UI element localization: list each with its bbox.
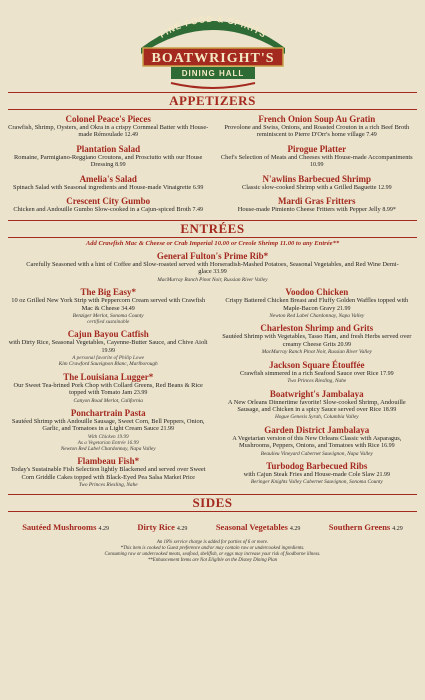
enhancement-note: **Enhancement Items are Not Eligible on the Disney Dining Plan (147, 558, 278, 564)
item-name: Mardi Gras Fritters (278, 196, 356, 207)
item-name: General Fulton's Prime Rib* (156, 251, 269, 262)
boatwrights-logo (113, 4, 313, 92)
wine-pairing: Benziger Merlot, Sonoma County (72, 313, 144, 320)
entrees-columns (8, 287, 417, 492)
side-price: 4.29 (176, 526, 188, 533)
menu-item (217, 389, 417, 421)
entrees-left-column (8, 287, 208, 492)
wine-pairing: MacMurray Ranch Pinot Noir, Russian River Valley (261, 349, 372, 356)
item-note: certified sustainable (87, 319, 130, 326)
side-name: Southern Greens (328, 522, 391, 533)
menu-item (217, 114, 417, 140)
wine-pairing: Canyon Road Merlot, California (73, 397, 143, 404)
menu-item (8, 287, 208, 325)
menu-item (217, 323, 417, 355)
menu-item (8, 174, 208, 192)
item-name: Colonel Peace's Pieces (65, 114, 151, 124)
side-item (216, 517, 301, 535)
side-name: Sautéed Mushrooms (22, 522, 97, 533)
item-name: Cajun Bayou Catfish (67, 329, 149, 340)
wine-pairing: Beaulieu Vineyard Cabernet Sauvignon, Napa Valley (260, 450, 373, 457)
side-price: 4.29 (98, 526, 109, 533)
service-charge-note: An 18% service charge is added for parties of 6 or more. (156, 540, 269, 546)
wine-pairing: Hogue Genesis Syrah, Columbia Valley (274, 414, 359, 421)
svg-text:FINE FOOD & SPIRITS: FINE FOOD & SPIRITS (156, 13, 269, 40)
menu-item (8, 372, 208, 404)
svg-text:BOATWRIGHT'S: BOATWRIGHT'S (151, 51, 274, 66)
side-price: 4.29 (392, 526, 403, 533)
menu-item (217, 360, 417, 385)
item-desc: Chicken and Andouille Gumbo Slow-cooked in a Cajun-spiced Broth 7.49 (13, 206, 203, 214)
item-desc: Provolone and Swiss, Onions, and Roasted Crouton in a rich Beef Broth reminiscent to Pierre D'Orr's home village 7.49 (224, 124, 410, 139)
featured-item (20, 251, 405, 283)
item-name: N'awlins Barbecued Shrimp (262, 173, 372, 184)
item-name: Turbodog Barbecued Ribs (266, 460, 368, 471)
wine-pairing: Newton Red Label Chardonnay, Napa Valley (60, 445, 156, 452)
menu-item (217, 174, 417, 192)
appetizers-left-column (8, 114, 208, 218)
item-name: Amelia's Salad (79, 173, 137, 184)
foodborne-illness-note: Consuming raw or undercooked meats, seafood, shellfish, or eggs may increase your risk of foodborne illness. (104, 552, 321, 558)
wine-pairing: Two Princes Riesling, Nahe (287, 378, 347, 385)
wine-pairing: Newton Red Label Chardonnay, Napa Valley (269, 313, 365, 320)
divider (8, 237, 417, 238)
entrees-title: ENTRÉES (180, 221, 245, 237)
menu-item (217, 461, 417, 486)
item-name: Jackson Square Étouffée (269, 359, 365, 370)
item-desc: with Dirty Rice, Seasonal Vegetables, Cayenne-Butter Sauce, and Chive Aioli 19.99 (8, 339, 208, 354)
menu-footer (8, 540, 417, 564)
menu-item (8, 456, 208, 488)
item-name: French Onion Soup Au Gratin (258, 114, 376, 124)
menu-item (8, 408, 208, 452)
item-desc: 10 oz Grilled New York Strip with Peppercorn Cream served with Crawfish Mac & Cheese 34.49 (11, 297, 206, 312)
svg-text:DINING HALL: DINING HALL (181, 69, 244, 78)
item-name: Garden District Jambalaya (264, 424, 370, 435)
item-desc: Crawfish simmered in a rich Seafood Sauce over Rice 17.99 (240, 369, 394, 377)
item-desc: Today's Sustainable Fish Selection lightly Blackened and served over Sweet Corn Griddle Cakes topped with Black-Eyed Pea Salsa Market Price (10, 466, 206, 481)
item-name: Crescent City Gumbo (66, 196, 151, 207)
side-name: Seasonal Vegetables (215, 522, 288, 533)
item-desc: Crawfish, Shrimp, Oysters, and Okra in a crispy Cornmeal Batter with House-made Rémoulade 12.49 (8, 124, 209, 139)
item-desc: Our Sweet Tea-brined Pork Chop with Collard Greens, Red Beans & Rice topped with Tomato Jam 23.99 (13, 381, 203, 397)
item-desc: Classic slow-cooked Shrimp with a Grilled Baguette 12.99 (241, 183, 392, 191)
item-desc: Romaine, Parmigiano-Reggiano Croutons, and Prosciutto with our House Dressing 8.99 (14, 153, 203, 169)
item-name: The Big Easy* (80, 287, 136, 298)
entree-addon-note: Add Crawfish Mac & Cheese or Crab Imperial 10.00 or Creole Shrimp 11.00 to any Entrée** (85, 240, 340, 248)
logo-graphic (113, 4, 313, 92)
entrees-right-column (217, 287, 417, 492)
side-price: 4.29 (289, 526, 301, 533)
menu-item (8, 114, 208, 140)
sides-title: SIDES (192, 495, 233, 511)
item-desc: with Cajun Steak Fries and House-made Cole Slaw 21.99 (243, 470, 390, 478)
item-desc: A New Orleans Dinnertime favorite! Slow-cooked Shrimp, Andouille Sausage, and Chicken in a spicy Sauce served over Rice 18.99 (227, 398, 406, 413)
wine-pairing: Kim Crawford Sauvignon Blanc, Marlborough (58, 361, 158, 368)
side-name: Dirty Rice (137, 522, 175, 533)
raw-food-note: *This item is cooked to Guest preference and/or may contain raw or undercooked ingredients. (120, 546, 305, 552)
menu-item (217, 425, 417, 457)
item-desc: Sautéed Shrimp with Andouille Sausage, Sweet Corn, Bell Peppers, Onion, Garlic, and Tomatoes in a Light Cream Sauce 21.99 (11, 417, 205, 433)
item-name: Flambeau Fish* (77, 456, 140, 467)
side-item (137, 517, 187, 535)
menu-item (8, 144, 208, 170)
item-name: Ponchartrain Pasta (70, 407, 146, 418)
item-note: With Chicken 19.99 (87, 433, 129, 440)
menu-item (8, 196, 208, 214)
item-name: Voodoo Chicken (285, 287, 349, 298)
item-name: Charleston Shrimp and Grits (260, 323, 374, 334)
appetizers-right-column (217, 114, 417, 218)
sides-list (8, 517, 417, 535)
menu-item (217, 196, 417, 214)
item-name: Plantation Salad (76, 143, 141, 154)
item-desc: Carefully Seasoned with a hint of Coffee and Slow-roasted served with Horseradish-Mashed Potatoes, Seasonal Vegetables, and Red Wine Demi-glace 33.99 (26, 261, 399, 276)
appetizers-title: APPETIZERS (169, 93, 256, 108)
item-desc: Chef's Selection of Meats and Cheeses with House-made Accompaniments 10.99 (220, 153, 413, 169)
item-desc: Sautéed Shrimp with Vegetables, Tasso Ham, and fresh Herbs served over creamy Cheese Grits 20.99 (222, 333, 412, 348)
wine-pairing: MacMurray Ranch Pinot Noir, Russian River Valley (157, 276, 268, 283)
divider (8, 109, 417, 110)
appetizers-columns (8, 114, 417, 218)
item-desc: A Vegetarian version of this New Orleans Classic with Asparagus, Mushrooms, Peppers, Onions, and Tomatoes with Rice 16.99 (232, 434, 402, 450)
menu-item (217, 287, 417, 319)
item-name: Pirogue Platter (287, 143, 347, 154)
menu-item (217, 144, 417, 170)
menu-item (8, 329, 208, 367)
side-item (22, 517, 109, 535)
item-note: A personal favorite of Philip Lowe (72, 355, 145, 362)
wine-pairing: Two Princes Riesling, Nahe (78, 481, 138, 488)
wine-pairing: Beringer Knights Valley Cabernet Sauvignon, Sonoma County (250, 479, 383, 486)
side-item (329, 517, 403, 535)
item-desc: House-made Pimiento Cheese Fritters with Pepper Jelly 8.99* (237, 206, 396, 214)
item-desc: Crispy Battered Chicken Breast and Fluffy Golden Waffles topped with Maple-Bacon Gravy 21.99 (225, 297, 409, 312)
divider (8, 511, 417, 512)
item-name: Boatwright's Jambalaya (269, 388, 364, 399)
item-note: As a Vegetarian Entrée 16.99 (77, 439, 139, 446)
item-name: The Louisiana Lugger* (63, 371, 154, 382)
item-desc: Spinach Salad with Seasonal ingredients and House-made Vinaigrette 6.99 (13, 183, 204, 191)
